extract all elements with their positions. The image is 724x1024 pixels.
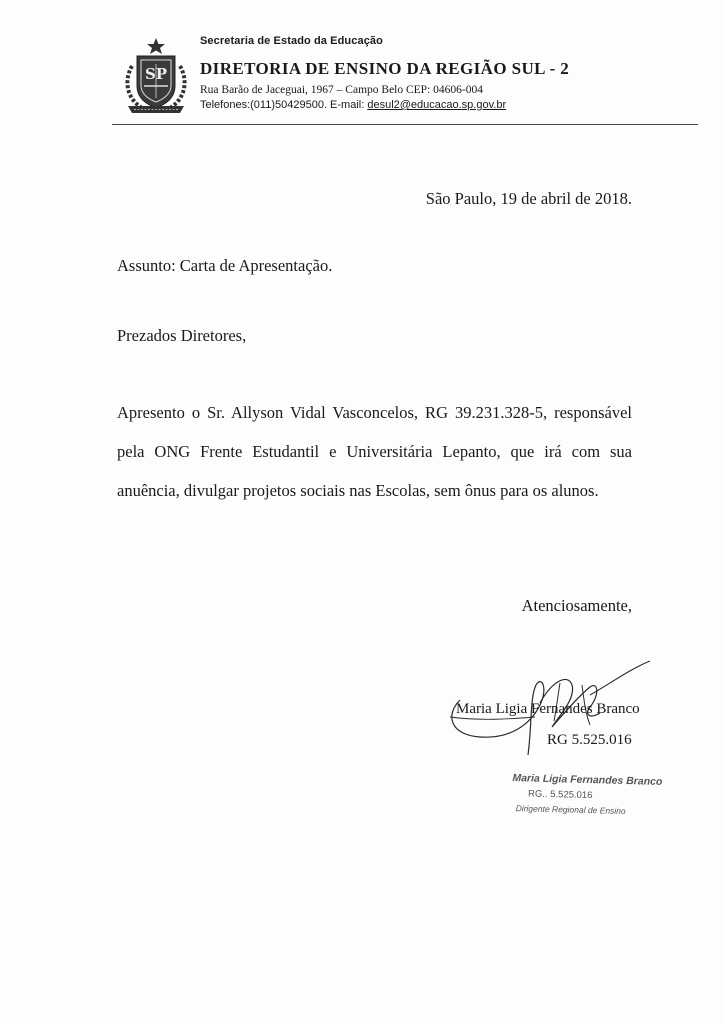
- department-name: Secretaria de Estado da Educação: [200, 35, 383, 47]
- stamp-role: Dirigente Regional de Ensino: [515, 803, 626, 817]
- stamp-name: Maria Ligia Fernandes Branco: [512, 772, 663, 788]
- signer-name: Maria Ligia Fernandes Branco: [456, 701, 640, 717]
- header-divider: [112, 124, 698, 125]
- letter-date: São Paulo, 19 de abril de 2018.: [425, 189, 632, 208]
- letterhead-address: Rua Barão de Jaceguai, 1967 – Campo Belo CEP: 04606-004: [200, 84, 483, 96]
- letter-body: Apresento o Sr. Allyson Vidal Vasconcelos, RG 39.231.328-5, responsável pela ONG Frente Estudantil e Universitária Lepanto, que irá com sua anuência, divulgar projetos sociais nas Escolas, sem ônus para os alunos.: [117, 403, 632, 500]
- letter-closing: Atenciosamente,: [521, 596, 632, 615]
- official-stamp: [511, 771, 662, 820]
- letterhead-title: DIRETORIA DE ENSINO DA REGIÃO SUL - 2: [200, 59, 570, 78]
- letterhead-contact: [200, 99, 506, 111]
- letterhead-email[interactable]: desul2@educacao.sp.gov.br: [367, 99, 507, 111]
- letter-subject: Assunto: Carta de Apresentação.: [117, 256, 333, 275]
- signer-rg: RG 5.525.016: [547, 732, 632, 748]
- stamp-rg: RG.. 5.525.016: [527, 788, 593, 802]
- state-seal-icon: [120, 36, 192, 116]
- letter-greeting: Prezados Diretores,: [117, 326, 247, 345]
- svg-text:SP: SP: [144, 65, 168, 83]
- letterhead-phone: Telefones:(011)50429500. E-mail:: [200, 99, 368, 111]
